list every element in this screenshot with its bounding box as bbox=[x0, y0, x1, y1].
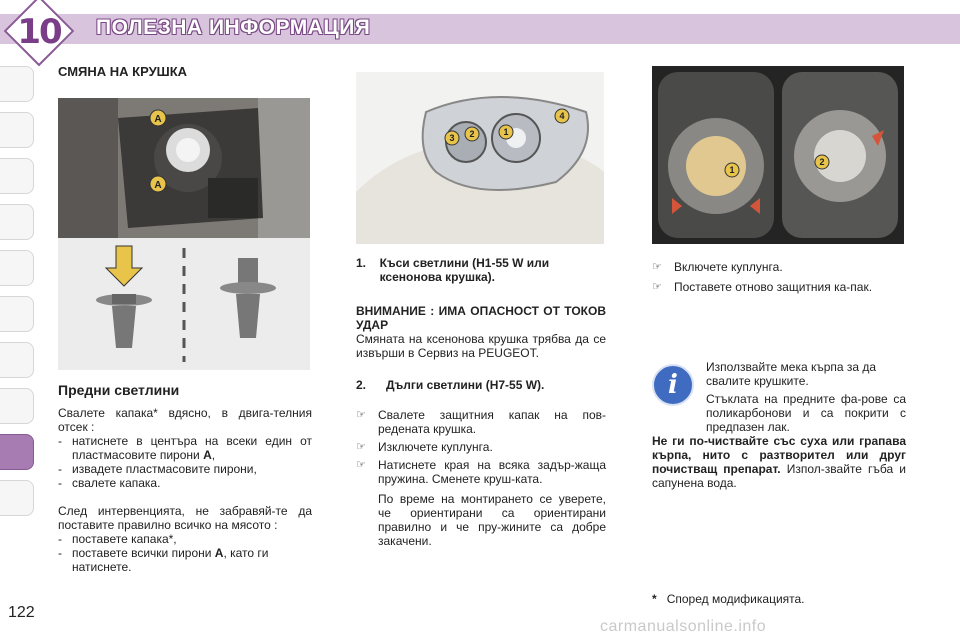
step-text: натиснете в центъра на всеки един от пластмасовите пирони bbox=[72, 434, 312, 462]
front-lights-section bbox=[58, 382, 312, 574]
removal-intro: Свалете капака* вдясно, в двига-телния отсек : bbox=[58, 406, 312, 434]
side-tab-4[interactable] bbox=[0, 204, 34, 240]
step-text: поставете капака*, bbox=[72, 532, 177, 546]
list-item: - свалете капака. bbox=[58, 476, 161, 490]
list-item: - извадете пластмасовите пирони, bbox=[58, 462, 257, 476]
bulb-steps bbox=[356, 408, 606, 548]
step-bold: А bbox=[203, 448, 212, 462]
info-para-2 bbox=[652, 392, 906, 490]
list-item: - натиснете в центъра на всеки един от пластмасовите пирони А, bbox=[58, 434, 312, 462]
side-tab-5[interactable] bbox=[0, 250, 34, 286]
plastic-pins-diagram bbox=[58, 238, 310, 370]
pointer-icon: ☞ bbox=[356, 441, 366, 453]
side-tab-7[interactable] bbox=[0, 342, 34, 378]
bulb-label-3: 3 bbox=[449, 133, 455, 143]
page-number: 122 bbox=[8, 604, 35, 621]
step-text: Включете куплунга. bbox=[674, 260, 783, 274]
step-text: свалете капака. bbox=[72, 476, 161, 490]
side-tab-2[interactable] bbox=[0, 112, 34, 148]
list-item: - поставете капака*, bbox=[58, 532, 177, 546]
item-number: 2. bbox=[356, 378, 367, 392]
list-item bbox=[356, 440, 606, 454]
holder-label-2: 2 bbox=[819, 157, 825, 167]
watermark: carmanualsonline.info bbox=[600, 618, 767, 635]
bulb-list-section bbox=[356, 256, 606, 548]
pointer-icon: ☞ bbox=[652, 261, 662, 273]
step-bold: А bbox=[214, 546, 224, 560]
list-item bbox=[652, 260, 904, 274]
footnote-text: Според модификацията. bbox=[666, 592, 805, 606]
item-main-beam bbox=[356, 378, 606, 392]
pin-label-a-1-text: А bbox=[154, 114, 162, 125]
step-tail: , bbox=[211, 448, 216, 462]
side-tab-8[interactable] bbox=[0, 388, 34, 424]
removal-steps bbox=[58, 434, 312, 490]
list-item bbox=[652, 280, 904, 294]
step-text: Свалете защитния капак на пов-редената крушка. bbox=[378, 408, 606, 436]
reconnect-section bbox=[652, 260, 904, 294]
engine-compartment-image bbox=[58, 98, 310, 238]
after-intervention-text: След интервенцията, не забравяй-те да поставите правилно всичко на мясото : bbox=[58, 504, 312, 532]
pointer-icon: ☞ bbox=[356, 459, 366, 471]
refit-steps bbox=[58, 532, 312, 574]
info-para-1: Използвайте мека кърпа за да свалите крушките. bbox=[706, 360, 877, 388]
info-para-2-bold: Не ги по-чиствайте със суха или грапава кърпа, нито с разтворител или друг почистващ препарат. bbox=[652, 434, 906, 476]
info-para-2-end: Изпол-звайте гъба и сапунена вода. bbox=[652, 462, 906, 490]
bulb-label-4: 4 bbox=[559, 111, 565, 121]
step-text: Изключете куплунга. bbox=[378, 440, 493, 454]
side-tab-10[interactable] bbox=[0, 480, 34, 516]
side-tabs bbox=[0, 66, 40, 526]
footnote-star: * bbox=[652, 592, 657, 606]
item-dipped-beam bbox=[356, 256, 606, 284]
item-text: Дълги светлини (H7-55 W). bbox=[386, 378, 545, 392]
footnote bbox=[652, 592, 805, 606]
side-tab-1[interactable] bbox=[0, 66, 34, 102]
list-item bbox=[356, 458, 606, 486]
bulb-holders-image bbox=[652, 66, 904, 244]
info-para-2-start: Стъклата на предните фа-рове са поликарбонови и са покрити с предпазен лак. bbox=[706, 392, 906, 434]
page-header bbox=[0, 0, 960, 62]
warning-title: ВНИМАНИЕ : ИМА ОПАСНОСТ ОТ ТОКОВ УДАР bbox=[356, 304, 606, 332]
front-lights-title: Предни светлини bbox=[58, 382, 180, 398]
step-tail: , като ги натиснете. bbox=[72, 546, 269, 574]
bulb-label-1: 1 bbox=[503, 127, 509, 137]
side-tab-6[interactable] bbox=[0, 296, 34, 332]
holder-label-1: 1 bbox=[729, 165, 735, 175]
chapter-number: 10 bbox=[17, 12, 61, 52]
list-item bbox=[356, 408, 606, 436]
list-item: - поставете всички пирони А, като ги натиснете. bbox=[58, 546, 269, 574]
side-tab-3[interactable] bbox=[0, 158, 34, 194]
info-icon: i bbox=[652, 364, 694, 406]
step-text: извадете пластмасовите пирони, bbox=[72, 462, 257, 476]
bulb-label-2: 2 bbox=[469, 129, 475, 139]
pointer-icon: ☞ bbox=[652, 281, 662, 293]
section-title: СМЯНА НА КРУШКА bbox=[58, 64, 188, 79]
item-text: Къси светлини (H1-55 W или ксенонова крушка). bbox=[379, 256, 550, 284]
warning-text: Смяната на ксенонова крушка трябва да се извърши в Сервиз на PEUGEOT. bbox=[356, 332, 606, 360]
info-note bbox=[652, 360, 906, 490]
step-text: Натиснете края на всяка задър-жаща пружина. Сменете круш-ката. bbox=[378, 458, 606, 486]
step-extra: По време на монтирането се уверете, че ориентирани са ориентирани правилно и че пру-жините са добре закачени. bbox=[378, 492, 606, 548]
step-text: поставете всички пирони bbox=[72, 546, 212, 560]
item-number: 1. bbox=[356, 256, 367, 270]
reconnect-steps bbox=[652, 260, 904, 294]
step-text: Поставете отново защитния ка-пак. bbox=[674, 280, 873, 294]
pin-label-a-2-text: А bbox=[154, 180, 162, 191]
pointer-icon: ☞ bbox=[356, 409, 366, 421]
side-tab-active[interactable] bbox=[0, 434, 34, 470]
headlamp-image bbox=[356, 72, 604, 244]
chapter-title: ПОЛЕЗНА ИНФОРМАЦИЯ bbox=[96, 16, 371, 39]
